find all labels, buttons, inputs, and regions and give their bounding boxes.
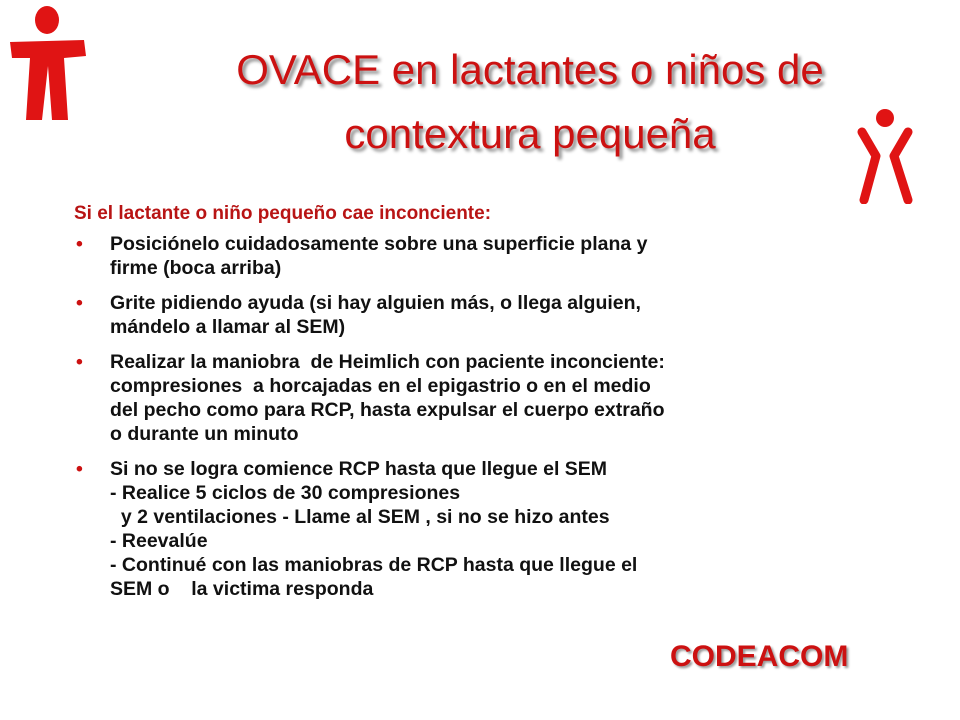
bullet-line: y 2 ventilaciones - Llame al SEM , si no se hizo antes <box>110 506 610 528</box>
title-line-2: contextura pequeña <box>344 110 716 157</box>
intro-text: Si el lactante o niño pequeño cae inconciente: <box>74 203 492 224</box>
red-person-logo-icon <box>6 2 92 122</box>
bullet-item <box>74 350 894 446</box>
bullet-line: - Continué con las maniobras de RCP hasta que llegue el <box>110 554 638 576</box>
bullet-item <box>74 232 894 280</box>
red-jumping-person-icon <box>852 108 922 204</box>
bullet-line: SEM o la victima responda <box>110 578 374 600</box>
bullet-line: - Realice 5 ciclos de 30 compresiones <box>110 482 461 504</box>
bullet-dot-icon: • <box>76 233 83 255</box>
bullet-item <box>74 291 894 339</box>
slide-title <box>100 38 960 166</box>
bullet-line: mándelo a llamar al SEM) <box>110 316 346 338</box>
title-line-1: OVACE en lactantes o niños de <box>236 46 824 93</box>
bullet-dot-icon: • <box>76 292 83 314</box>
footer-brand: CODEACOM <box>670 640 849 673</box>
bullet-line: Si no se logra comience RCP hasta que llegue el SEM <box>110 458 608 480</box>
slide-body <box>74 202 894 612</box>
bullet-line: o durante un minuto <box>110 423 299 445</box>
bullet-line: del pecho como para RCP, hasta expulsar el cuerpo extraño <box>110 399 665 421</box>
bullet-line: Grite pidiendo ayuda (si hay alguien más, o llega alguien, <box>110 292 641 314</box>
bullet-line: - Reevalúe <box>110 530 208 552</box>
bullet-dot-icon: • <box>76 351 83 373</box>
bullet-line: firme (boca arriba) <box>110 257 282 279</box>
bullet-line: compresiones a horcajadas en el epigastrio o en el medio <box>110 375 651 397</box>
bullet-list <box>74 232 894 601</box>
bullet-item <box>74 457 894 601</box>
bullet-line: Realizar la maniobra de Heimlich con paciente inconciente: <box>110 351 665 373</box>
bullet-dot-icon: • <box>76 458 83 480</box>
bullet-line: Posiciónelo cuidadosamente sobre una superficie plana y <box>110 233 648 255</box>
